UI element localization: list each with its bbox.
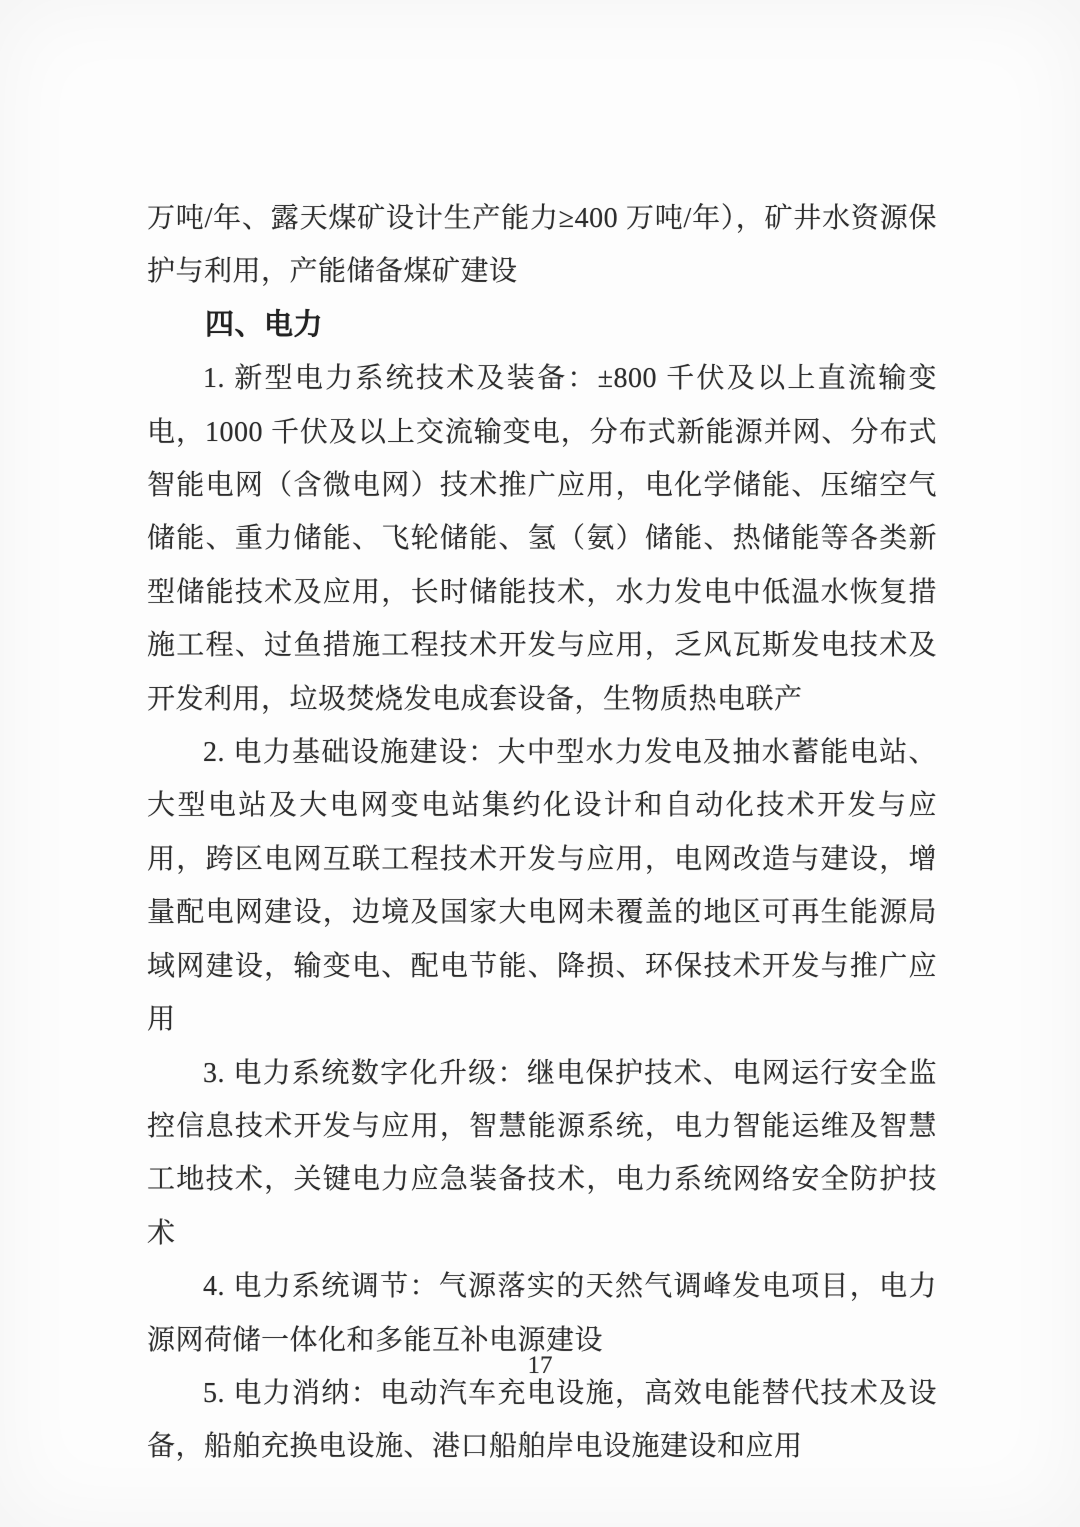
section-heading-electric-power: 四、电力 xyxy=(205,308,324,341)
document-body xyxy=(147,192,937,1474)
paragraph-coal-continued: 万吨/年、露天煤矿设计生产能力≥400 万吨/年），矿井水资源保护与利用，产能储备煤矿建设 xyxy=(147,203,937,288)
paragraph-item-3-digital-upgrade: 3. 电力系统数字化升级：继电保护技术、电网运行安全监控信息技术开发与应用，智慧能源系统，电力智能运维及智慧工地技术，关键电力应急装备技术，电力系统网络安全防护技术 xyxy=(147,1057,937,1249)
paragraph-item-2-power-infrastructure: 2. 电力基础设施建设：大中型水力发电及抽水蓄能电站、大型电站及大电网变电站集约化设计和自动化技术开发与应用，跨区电网互联工程技术开发与应用，电网改造与建设，增量配电网建设，边境及国家大电网未覆盖的地区可再生能源局域网建设，输变电、配电节能、降损、环保技术开发与推广应用 xyxy=(147,737,937,1036)
paragraph-item-4-system-regulation: 4. 电力系统调节：气源落实的天然气调峰发电项目，电力源网荷储一体化和多能互补电源建设 xyxy=(147,1271,937,1356)
paragraph-item-5-power-consumption: 5. 电力消纳：电动汽车充电设施，高效电能替代技术及设备，船舶充换电设施、港口船舶岸电设施建设和应用 xyxy=(147,1377,937,1463)
page-number: 17 xyxy=(527,1352,553,1379)
paragraph-item-1-new-power-system: 1. 新型电力系统技术及装备：±800 千伏及以上直流输变电，1000 千伏及以上交流输变电，分布式新能源并网、分布式智能电网（含微电网）技术推广应用，电化学储能、压缩空气储能、重力储能、飞轮储能、氢（氨）储能、热储能等各类新型储能技术及应用，长时储能技术，水力发电中低温水恢复措施工程、过鱼措施工程技术开发与应用，乏风瓦斯发电技术及开发利用，垃圾焚烧发电成套设备，生物质热电联产 xyxy=(147,363,937,715)
